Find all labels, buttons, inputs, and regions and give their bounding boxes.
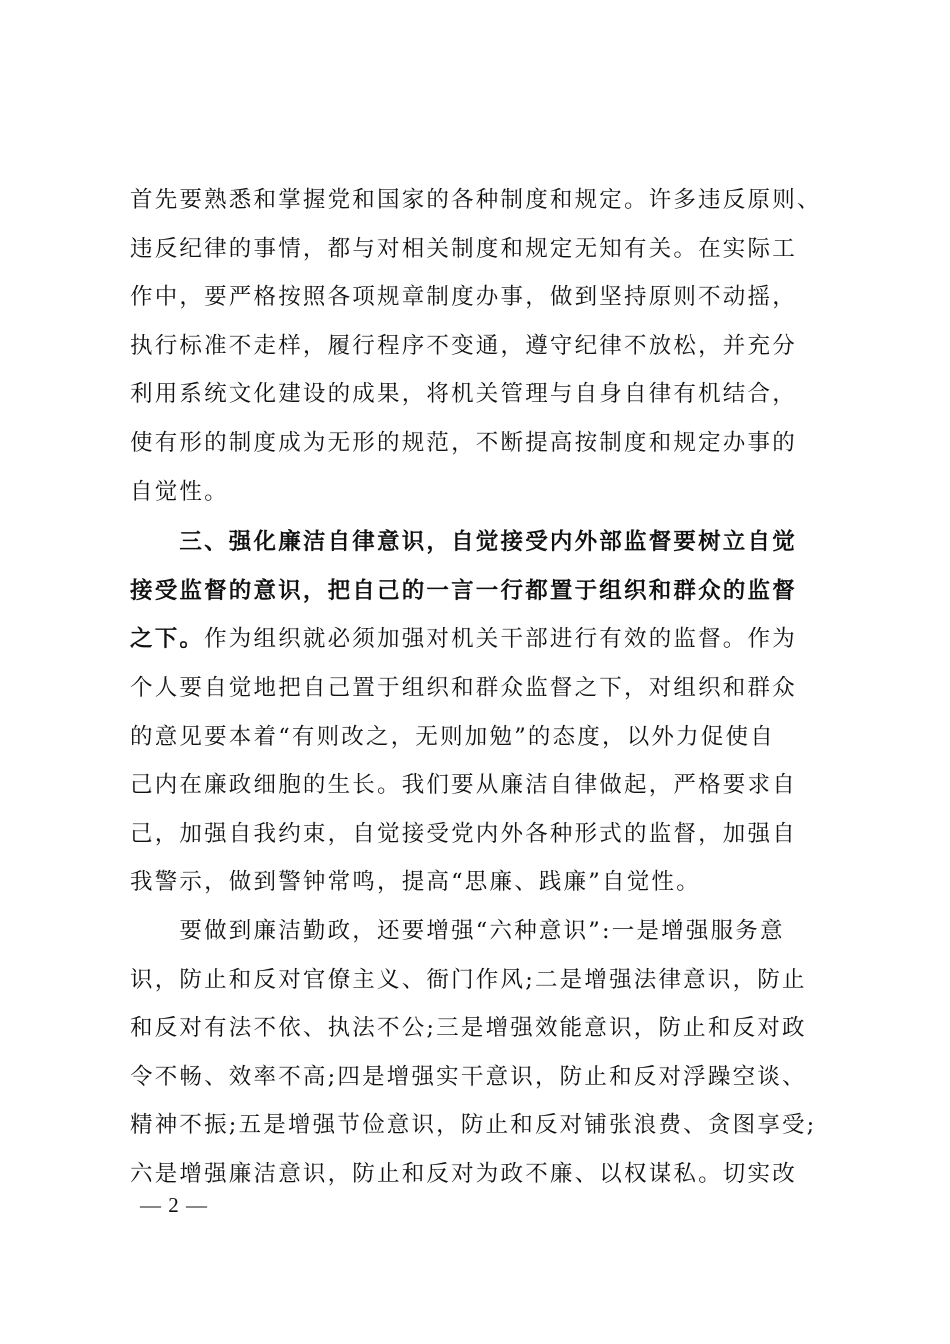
text-line: 的意见要本着“有则改之，无则加勉”的态度，以外力促使自 (130, 723, 775, 750)
text-line: 己内在廉政细胞的生长。我们要从廉洁自律做起，严格要求自 (130, 772, 797, 799)
text-line: 自觉性。 (130, 478, 229, 505)
section-heading-line: 三、强化廉洁自律意识，自觉接受内外部监督要树立自觉 (130, 529, 797, 556)
text-line: 违反纪律的事情，都与对相关制度和规定无知有关。在实际工 (130, 235, 797, 262)
text-line: 首先要熟悉和掌握党和国家的各种制度和规定。许多违反原则、 (130, 187, 822, 213)
text-line: 精神不振;五是增强节俭意识，防止和反对铺张浪费、贪图享受; (130, 1112, 817, 1139)
text-span: 作为组织就必须加强对机关干部进行有效的监督。作为 (204, 626, 797, 653)
text-line: 执行标准不走样，履行程序不变通，遵守纪律不放松，并充分 (130, 332, 797, 359)
text-line: 识，防止和反对官僚主义、衙门作风;二是增强法律意识，防止 (130, 966, 807, 993)
text-line: 六是增强廉洁意识，防止和反对为政不廉、以权谋私。切实改 (130, 1160, 797, 1187)
text-line: 令不畅、效率不高;四是增强实干意识，防止和反对浮躁空谈、 (130, 1063, 807, 1090)
text-line: 使有形的制度成为无形的规范，不断提高按制度和规定办事的 (130, 429, 797, 456)
text-line (130, 615, 830, 664)
text-line: 个人要自觉地把自己置于组织和群众监督之下，对组织和群众 (130, 674, 797, 701)
section-heading-tail: 之下。 (130, 626, 205, 653)
text-line: 我警示，做到警钟常鸣，提高“思廉、践廉”自觉性。 (130, 869, 701, 896)
page-number: — 2 — (140, 1193, 208, 1217)
text-line: 作中，要严格按照各项规章制度办事，做到坚持原则不动摇， (130, 284, 797, 311)
text-line: 利用系统文化建设的成果，将机关管理与自身自律有机结合， (130, 381, 797, 408)
text-line: 和反对有法不依、执法不公;三是增强效能意识，防止和反对政 (130, 1015, 807, 1042)
section-heading-line: 接受监督的意识，把自己的一言一行都置于组织和群众的监督 (130, 577, 797, 604)
text-line: 己，加强自我约束，自觉接受党内外各种形式的监督，加强自 (130, 820, 797, 847)
text-line: 要做到廉洁勤政，还要增强“六种意识”:一是增强服务意 (130, 917, 785, 944)
document-body (130, 176, 830, 1198)
